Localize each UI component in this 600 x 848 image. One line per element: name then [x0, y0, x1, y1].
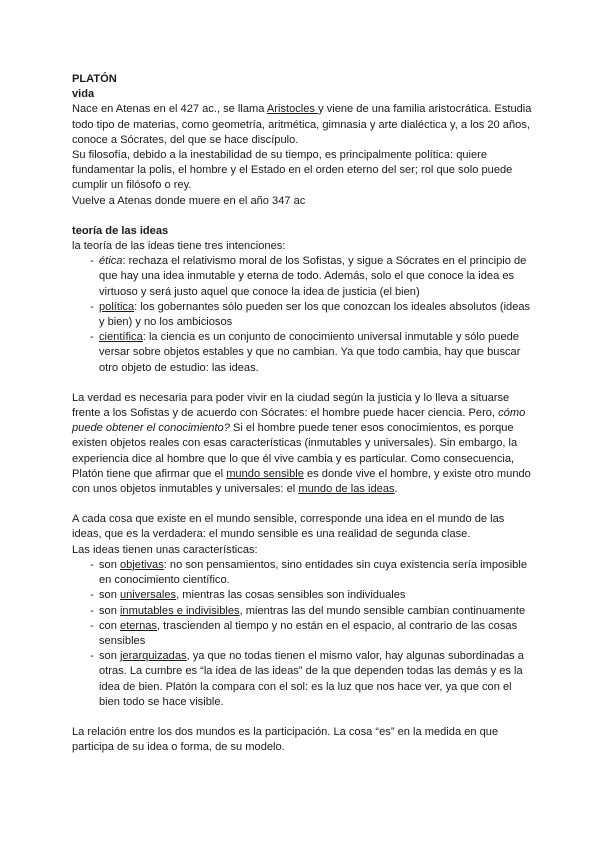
aristocles-term: Aristocles	[266, 103, 319, 116]
list-item: - son objetivas: no son pensamientos, sino entidades sin cuya existencia sería imposible en conocimiento científico.	[72, 558, 534, 588]
heading-vida: vida	[72, 88, 95, 101]
document-title: PLATÓN	[72, 73, 117, 85]
list-item: - política: los gobernantes sólo pueden ser los que conozcan los ideales absolutos (ideas y bien) y no los ambiciosos	[72, 300, 534, 330]
vida-paragraph-3: Vuelve a Atenas donde muere en el año 347 ac	[72, 194, 306, 207]
verdad-paragraph: La verdad es necesaria para poder vivir en la ciudad según la justicia y lo lleva a situarse frente a los Sofistas y de acuerdo con Sócrates: el hombre puede hacer ciencia. Pero, cómo puede obtener el conocimiento? Si el hombre puede tener esos conocimientos, es porque existen objetos reales con esas características (inmutables y universales). Sin embargo, la experiencia dice al hombre que lo que él vive cambia y es particular. Como consecuencia, Platón tiene que afirmar que el mundo sensible es donde vive el hombre, y existe otro mundo con unos objetos inmutables y universales: el mundo de las ideas.	[72, 391, 531, 496]
document-page	[72, 72, 534, 755]
relacion-paragraph: La relación entre los dos mundos es la participación. La cosa “es” en la medida en que participa de su idea o forma, de su modelo.	[72, 725, 499, 754]
intenciones-list	[72, 254, 534, 376]
list-item: - ética: rechaza el relativismo moral de los Sofistas, y sigue a Sócrates en el principio de que hay una idea inmutable y eterna de todo. Además, solo el que conoce la idea es virtuoso y será justo aquel que conoce la idea de justicia (el bien)	[72, 254, 534, 300]
vida-paragraph-2: Su filosofía, debido a la inestabilidad de su tiempo, es principalmente política: quiere fundamentar la polis, el hombre y el Estado en el orden eterno del ser; rol que solo puede cumplir un filósofo o rey.	[72, 149, 513, 192]
heading-teoria: teoría de las ideas	[72, 224, 169, 237]
cosa-paragraph-1: A cada cosa que existe en el mundo sensible, corresponde una idea en el mundo de las ideas, que es la verdadera: el mundo sensible es una realidad de segunda clase.	[72, 513, 505, 541]
list-item: - con eternas, trascienden al tiempo y no están en el espacio, al contrario de las cosas sensibles	[72, 619, 534, 649]
list-item: - son inmutables e indivisibles, mientras las del mundo sensible cambian continuamente	[72, 604, 534, 619]
list-item: - son jerarquizadas, ya que no todas tienen el mismo valor, hay algunas subordinadas a otras. La cumbre es “la idea de las ideas” de la que dependen todas las demás y es la idea de bien. Platón la compara con el sol: es la luz que nos hace ver, ya que con el bien todo se hace visible.	[72, 649, 534, 710]
teoria-intro: la teoría de las ideas tiene tres intenciones:	[72, 240, 286, 253]
caracteristicas-intro: Las ideas tienen unas características:	[72, 543, 258, 556]
caracteristicas-list	[72, 558, 534, 710]
list-item: - científica: la ciencia es un conjunto de conocimiento universal inmutable y sólo puede versar sobre objetos estables y que no cambian. Ya que todo cambia, hay que buscar otro objeto de estudio: las ideas.	[72, 330, 534, 376]
list-item: - son universales, mientras las cosas sensibles son individuales	[72, 588, 534, 603]
vida-paragraph-1: Nace en Atenas en el 427 ac., se llama Aristocles y viene de una familia aristocrática. Estudia todo tipo de materias, como geometría, aritmética, gimnasia y arte dialéctica y, a los 20 años, conoce a Sócrates, del que se hace discípulo.	[72, 103, 532, 146]
